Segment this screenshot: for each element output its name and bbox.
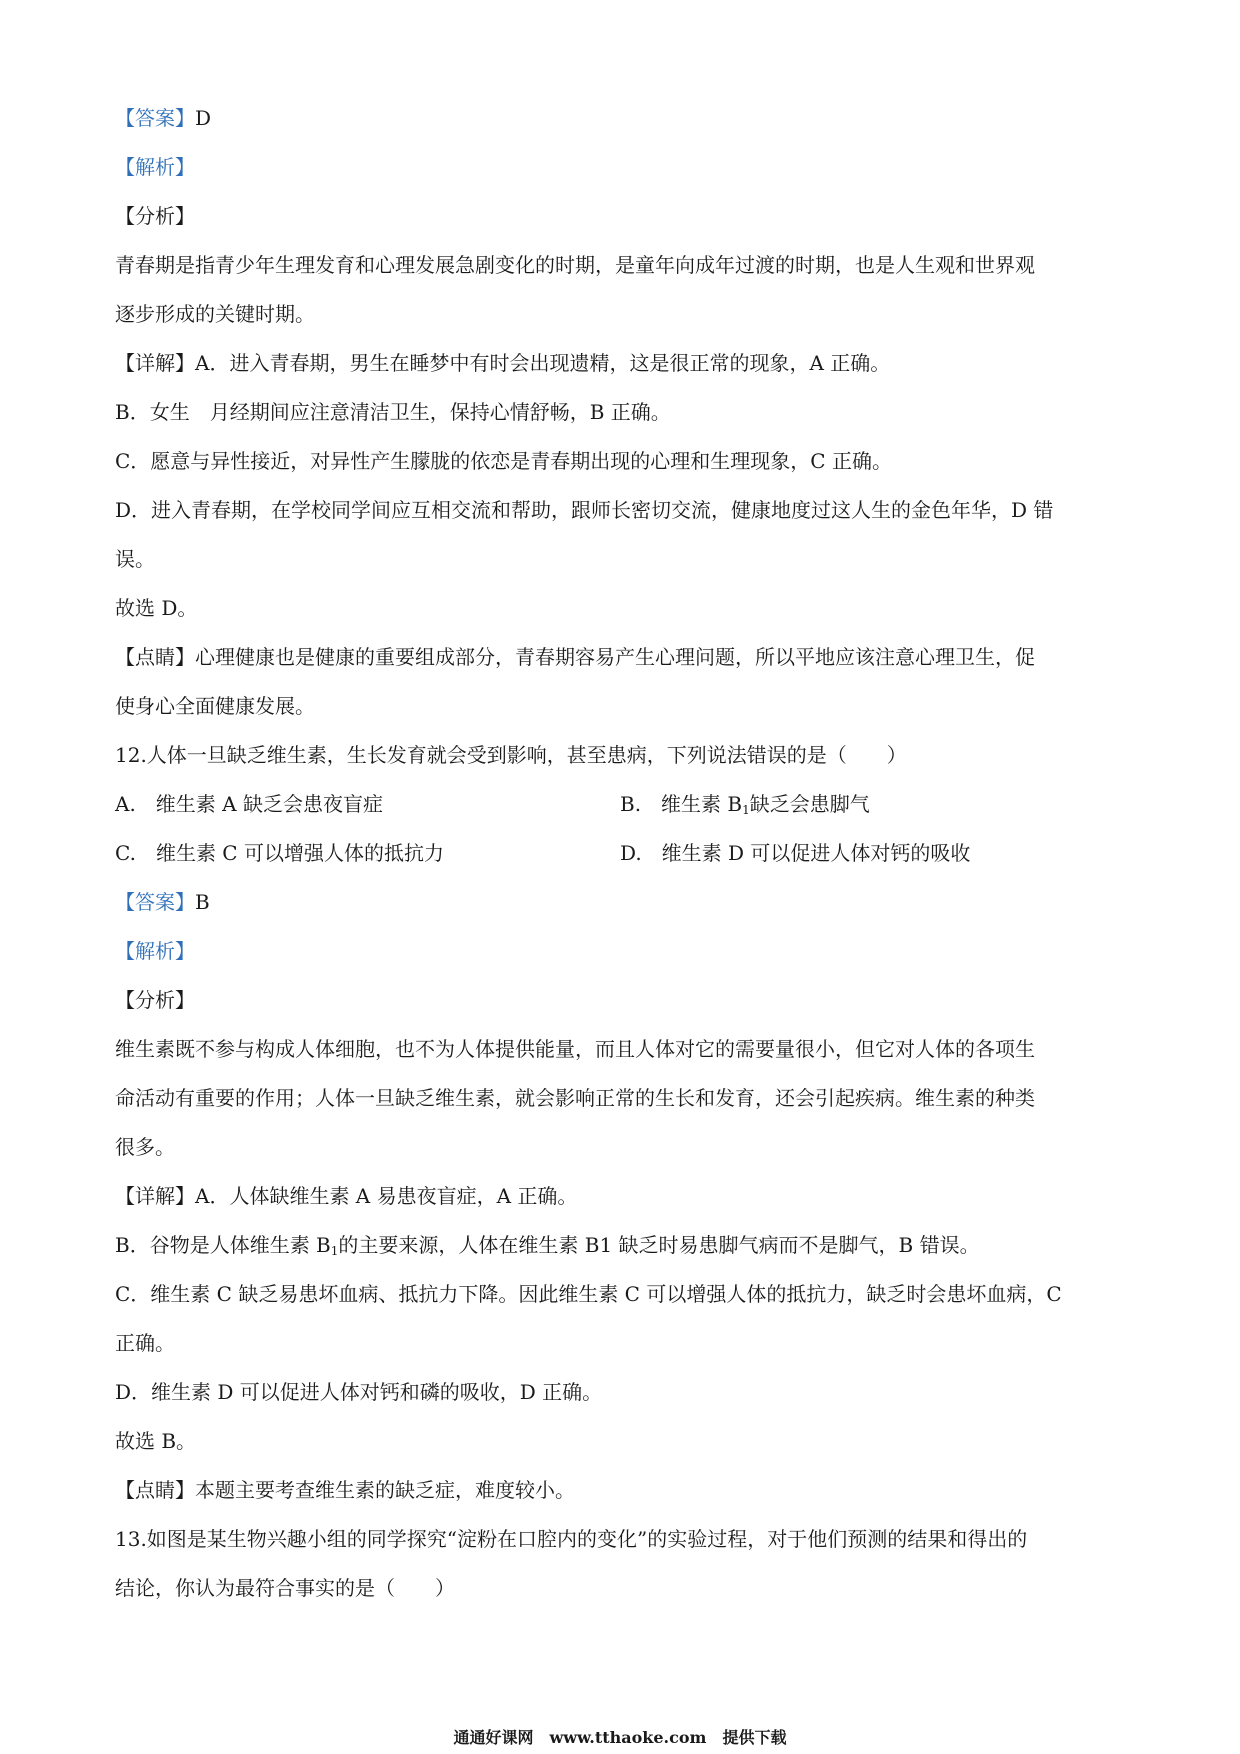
q11-fenxi-line-1: 青春期是指青少年生理发育和心理发展急剧变化的时期，是童年向成年过渡的时期，也是人生观和世界观 <box>115 253 1035 277</box>
q11-detail-a-line <box>115 348 1130 378</box>
q12-option-d: D. 维生素 D 可以促进人体对钙的吸收 <box>620 841 971 865</box>
detail-b-sub: 1 <box>330 1244 339 1258</box>
q12-fenxi-tag: 【分析】 <box>115 988 195 1012</box>
answer-value: D <box>195 106 212 130</box>
q11-detail-d-1: D．进入青春期，在学校同学间应互相交流和帮助，跟师长密切交流，健康地度过这人生的金色年华，D 错 <box>115 498 1054 522</box>
q12-analysis-tag: 【解析】 <box>115 939 195 963</box>
q11-detail-c: C．愿意与异性接近，对异性产生朦胧的依恋是青春期出现的心理和生理现象，C 正确。 <box>115 449 892 473</box>
q11-comment-line-2: 使身心全面健康发展。 <box>115 694 315 718</box>
q12-detail-d: D．维生素 D 可以促进人体对钙和磷的吸收，D 正确。 <box>115 1380 603 1404</box>
q12-detail-b <box>115 1230 1130 1266</box>
q12-comment-line <box>115 1475 1130 1505</box>
q13-question-line-2: 结论，你认为最符合事实的是（ ） <box>115 1576 455 1600</box>
q12-choose: 故选 B。 <box>115 1429 197 1453</box>
q12-fenxi-line-1: 维生素既不参与构成人体细胞，也不为人体提供能量，而且人体对它的需要量很小，但它对人体的各项生 <box>115 1037 1035 1061</box>
option-b-pre: B. 维生素 B <box>620 792 743 816</box>
q12-answer-line <box>115 887 1130 917</box>
answer-tag: 【答案】 <box>115 890 195 914</box>
q11-fenxi-line-2: 逐步形成的关键时期。 <box>115 302 315 326</box>
page-footer: 通通好课网 www.tthaoke.com 提供下载 <box>453 1728 787 1747</box>
detail-tag: 【详解】 <box>115 351 195 375</box>
detail-b-post: 的主要来源，人体在维生素 B1 缺乏时易患脚气病而不是脚气，B 错误。 <box>338 1233 980 1257</box>
q11-detail-d-2: 误。 <box>115 547 155 571</box>
q12-option-a: A. 维生素 A 缺乏会患夜盲症 <box>115 792 383 816</box>
detail-b-pre: B．谷物是人体维生素 B <box>115 1233 331 1257</box>
option-b-post: 缺乏会患脚气 <box>749 792 870 816</box>
q11-detail-b: B．女生 月经期间应注意清洁卫生，保持心情舒畅，B 正确。 <box>115 400 671 424</box>
detail-a: A．进入青春期，男生在睡梦中有时会出现遗精，这是很正常的现象，A 正确。 <box>195 351 891 375</box>
q11-choose: 故选 D。 <box>115 596 198 620</box>
q11-comment-line-1 <box>115 642 1130 672</box>
q12-detail-c-2: 正确。 <box>115 1331 175 1355</box>
q12-question: 12.人体一旦缺乏维生素，生长发育就会受到影响，甚至患病，下列说法错误的是（ ） <box>115 743 907 767</box>
q11-answer-line <box>115 103 1130 133</box>
q12-fenxi-line-2: 命活动有重要的作用；人体一旦缺乏维生素，就会影响正常的生长和发育，还会引起疾病。维生素的种类 <box>115 1086 1035 1110</box>
detail-tag: 【详解】 <box>115 1184 195 1208</box>
detail-a: A．人体缺维生素 A 易患夜盲症，A 正确。 <box>195 1184 578 1208</box>
answer-tag: 【答案】 <box>115 106 195 130</box>
q13-question-line-1: 13.如图是某生物兴趣小组的同学探究“淀粉在口腔内的变化”的实验过程，对于他们预测的结果和得出的 <box>115 1527 1028 1551</box>
q12-detail-a-line <box>115 1181 1130 1211</box>
comment-tag: 【点睛】 <box>115 645 195 669</box>
comment-tag: 【点睛】 <box>115 1478 195 1502</box>
option-b-sub: 1 <box>742 803 750 817</box>
comment-text: 心理健康也是健康的重要组成部分，青春期容易产生心理问题，所以平地应该注意心理卫生，促 <box>195 645 1035 669</box>
comment-text: 本题主要考查维生素的缺乏症，难度较小。 <box>195 1478 575 1502</box>
q12-fenxi-line-3: 很多。 <box>115 1135 175 1159</box>
q12-option-c: C. 维生素 C 可以增强人体的抵抗力 <box>115 841 444 865</box>
q12-detail-c-1: C．维生素 C 缺乏易患坏血病、抵抗力下降。因此维生素 C 可以增强人体的抵抗力，缺乏时会患坏血病，C <box>115 1282 1062 1306</box>
q11-fenxi-tag: 【分析】 <box>115 204 195 228</box>
answer-value: B <box>195 890 210 914</box>
q11-analysis-tag: 【解析】 <box>115 155 195 179</box>
q12-option-b <box>620 789 870 825</box>
